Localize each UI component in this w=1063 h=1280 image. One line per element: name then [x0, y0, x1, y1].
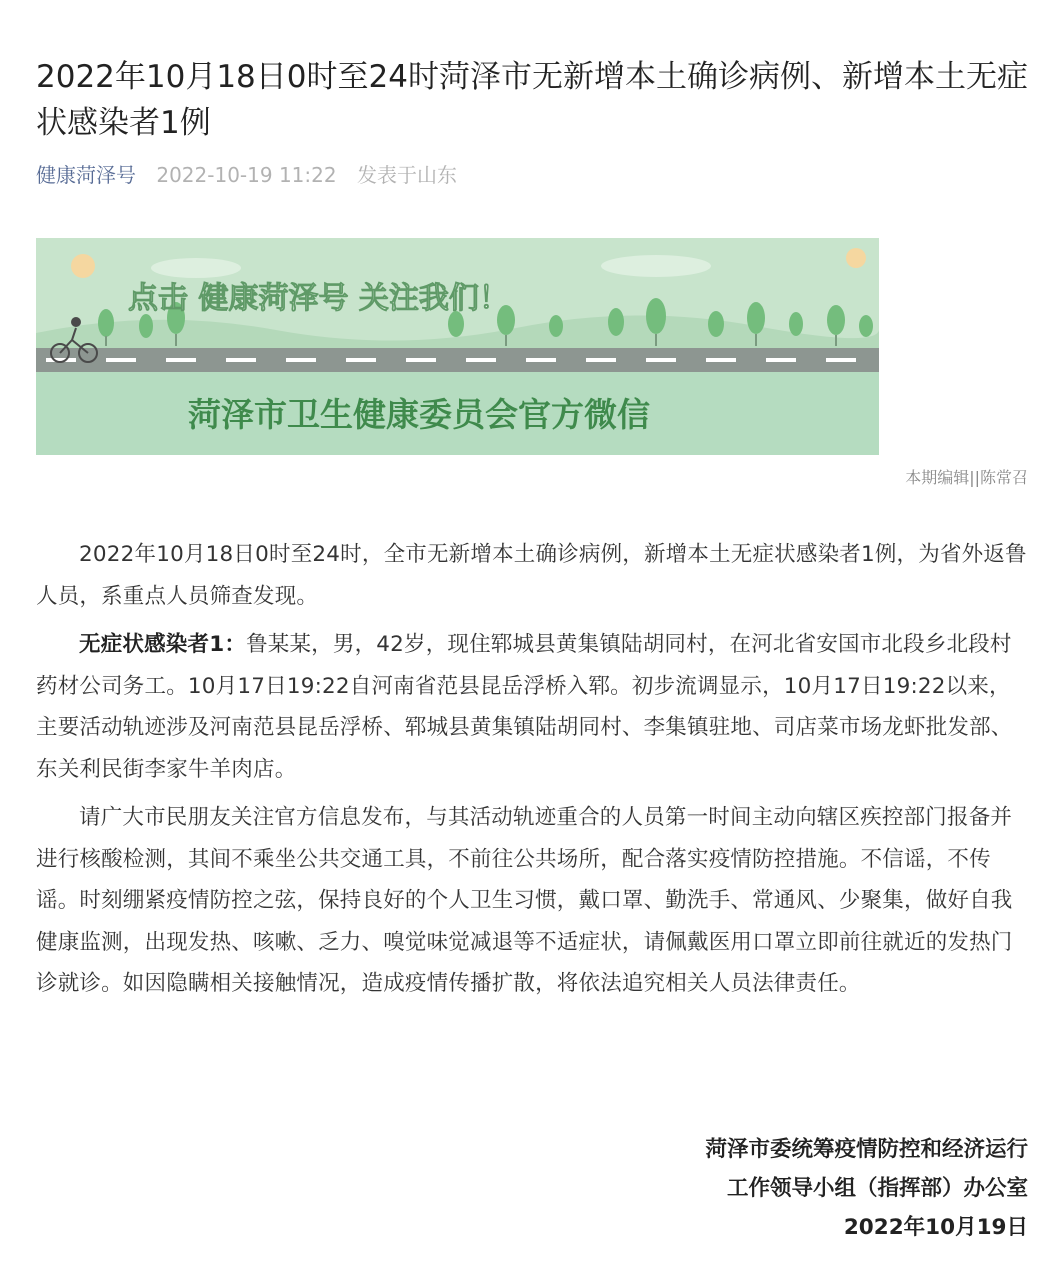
signature-org-line2: 工作领导小组（指挥部）办公室: [726, 1176, 1028, 1201]
cloud-icon: [151, 258, 241, 278]
paragraph-notice: 请广大市民朋友关注官方信息发布，与其活动轨迹重合的人员第一时间主动向辖区疾控部门报备并进行核酸检测，其间不乘坐公共交通工具，不前往公共场所，配合落实疫情防控措施。不信谣，不传谣。时刻绷紧疫情防控之弦，保持良好的个人卫生习惯，戴口罩、勤洗手、常通风、少聚集，做好自我健康监测，出现发热、咳嗽、乏力、嗅觉味觉减退等不适症状，请佩戴医用口罩立即前往就近的发热门诊就诊。如因隐瞒相关接触情况，造成疫情传播扩散，将依法追究相关人员法律责任。: [36, 805, 1013, 996]
banner-main-text: 菏泽市卫生健康委员会官方微信: [188, 395, 650, 434]
article-title: 2022年10月18日0时至24时菏泽市无新增本土确诊病例、新增本土无症状感染者1例: [36, 59, 1028, 141]
paragraph-case: [36, 624, 1028, 790]
signature-block: [705, 1130, 1028, 1247]
account-link[interactable]: 健康菏泽号: [36, 163, 136, 187]
sun-icon: [71, 254, 95, 278]
banner-illustration: [36, 238, 879, 455]
banner-top-text: 点击 健康菏泽号 关注我们！: [128, 281, 509, 316]
case-label: 无症状感染者1：: [79, 632, 247, 657]
cloud-icon: [601, 255, 711, 277]
case-details: 鲁某某，男，42岁，现住郓城县黄集镇陆胡同村，在河北省安国市北段乡北段村药材公司务工。10月17日19:22自河南省范县昆岳浮桥入郓。初步流调显示，10月17日19:22以来，主要活动轨迹涉及河南范县昆岳浮桥、郓城县黄集镇陆胡同村、李集镇驻地、司店菜市场龙虾批发部、东关利民街李家牛羊肉店。: [36, 632, 1013, 782]
cyclist-head: [71, 317, 81, 327]
article-meta: [36, 160, 457, 190]
sun-icon-right: [846, 248, 866, 268]
signature-org-line1: 菏泽市委统筹疫情防控和经济运行: [705, 1137, 1028, 1162]
paragraph-summary: 2022年10月18日0时至24时，全市无新增本土确诊病例，新增本土无症状感染者1例，为省外返鲁人员，系重点人员筛查发现。: [36, 542, 1027, 609]
editor-credit: 本期编辑||陈常召: [905, 468, 1028, 487]
signature-date: 2022年10月19日: [843, 1215, 1028, 1240]
road: [36, 348, 879, 372]
publish-time: 2022-10-19 11:22: [156, 163, 337, 187]
publish-location: 发表于山东: [356, 163, 457, 187]
follow-banner[interactable]: [36, 238, 879, 455]
